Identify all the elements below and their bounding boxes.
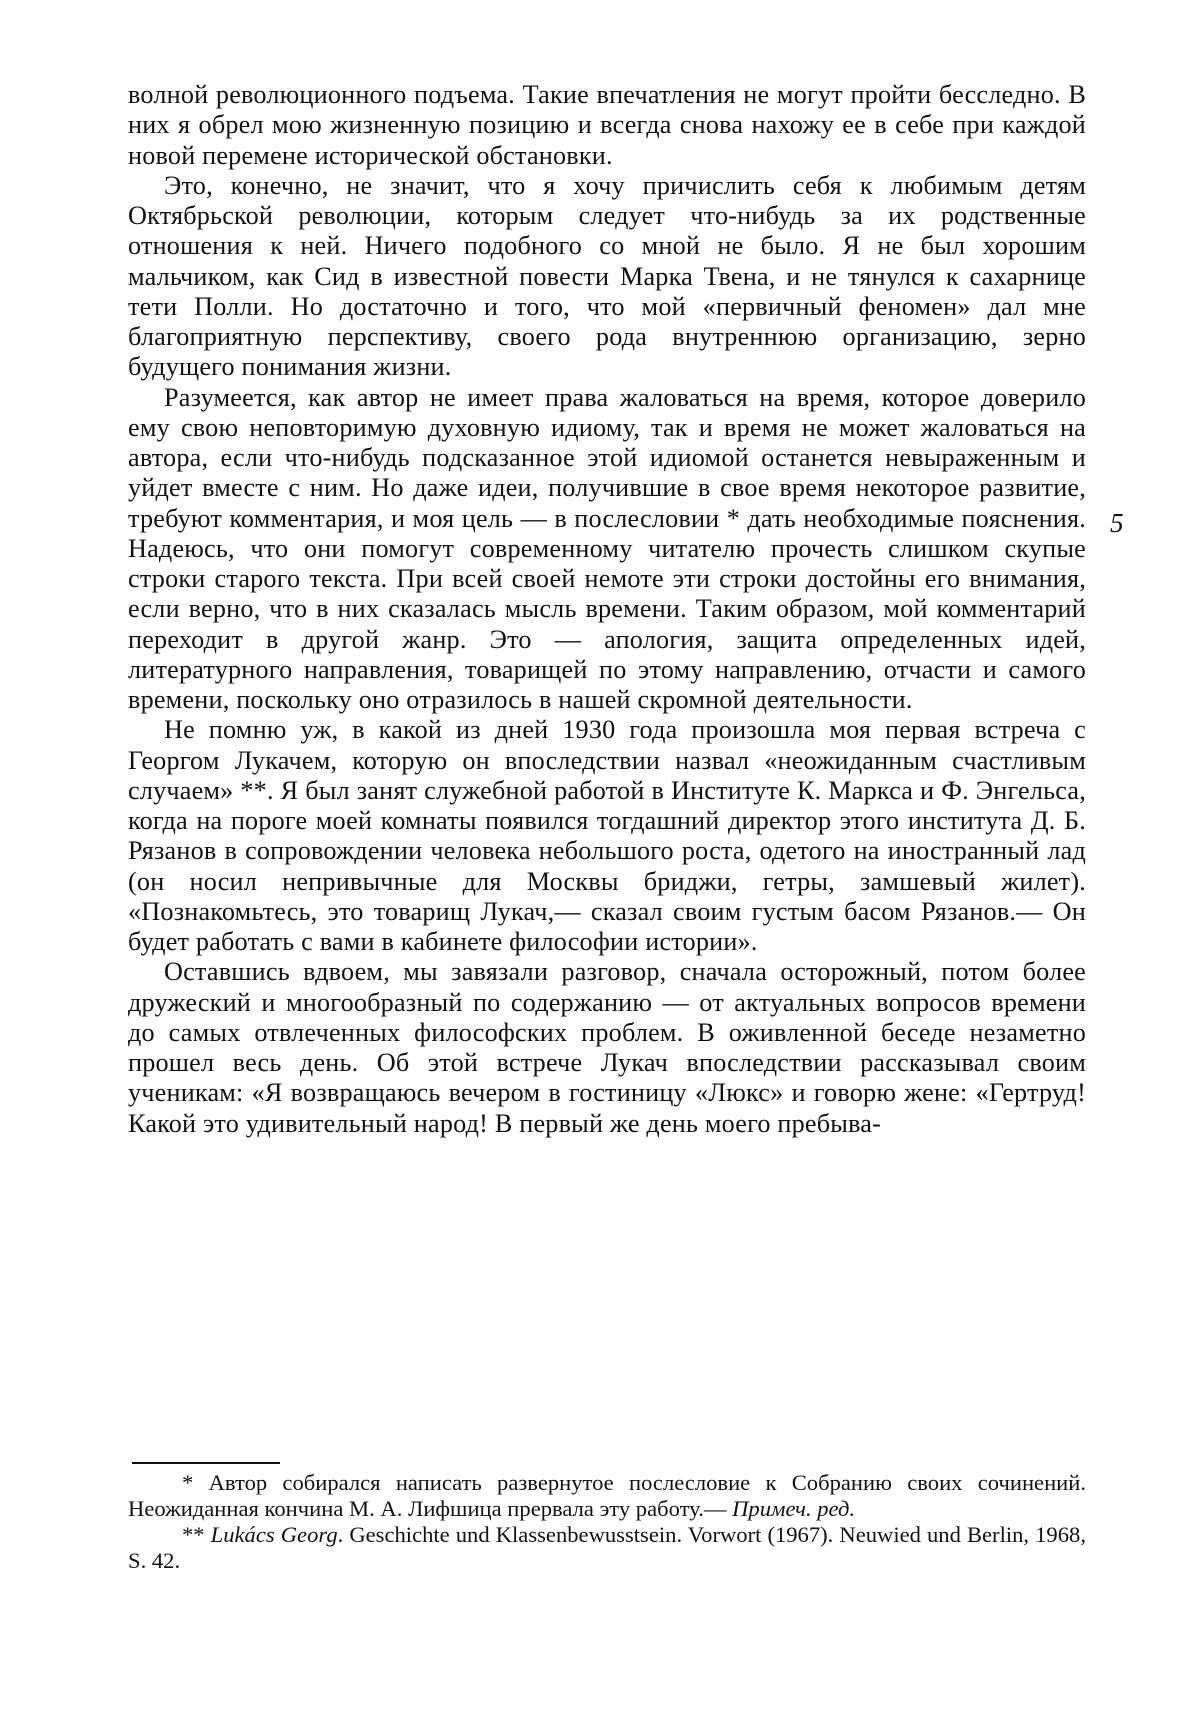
footnote-2-mark: ** [182,1522,211,1547]
footnote-2-author: Lukács Georg [210,1522,338,1547]
paragraph-1: волной революционного подъема. Такие впечатления не могут пройти бесследно. В них я обрел мою жизненную позицию и всегда снова нахожу ее в себе при каждой новой перемене исторической обстановки. [128,80,1086,170]
paragraph-4: Не помню уж, в какой из дней 1930 года произошла моя первая встреча с Георгом Лукачем, которую он впоследствии назвал «неожиданным счастливым случаем» **. Я был занят служебной работой в Институте К. Маркса и Ф. Энгельса, когда на пороге моей комнаты появился тогдашний директор этого института Д. Б. Рязанов в сопровождении человека небольшого роста, одетого на иностранный лад (он носил непривычные для Москвы бриджи, гетры, замшевый жилет). «Познакомьтесь, это товарищ Лукач,— сказал своим густым басом Рязанов.— Он будет работать с вами в кабинете философии истории». [128,715,1086,956]
footnote-1-text: * Автор собирался написать развернутое послесловие к Собранию своих сочинений. Неожиданная кончина М. А. Лифшица прервала эту работу.— [128,1470,1086,1521]
main-text [128,80,1086,1139]
paragraph-3: Разумеется, как автор не имеет права жаловаться на время, которое доверило ему свою неповторимую духовную идиому, так и время не может жаловаться на автора, если что-нибудь подсказанное этой идиомой останется невыраженным и уйдет вместе с ним. Но даже идеи, получившие в свое время некоторое развитие, требуют комментария, и моя цель — в послесловии * дать необходимые пояснения. Надеюсь, что они помогут современному читателю прочесть слишком скупые строки старого текста. При всей своей немоте эти строки достойны его внимания, если верно, что в них сказалась мысль времени. Таким образом, мой комментарий переходит в другой жанр. Это — апология, защита определенных идей, литературного направления, товарищей по этому направлению, отчасти и самого времени, поскольку оно отразилось в нашей скромной деятельности. [128,382,1086,714]
paragraph-2: Это, конечно, не значит, что я хочу причислить себя к любимым детям Октябрьской революции, которым следует что-нибудь за их родственные отношения к ней. Ничего подобного со мной не было. Я не был хорошим мальчиком, как Сид в известной повести Марка Твена, и не тянулся к сахарнице тети Полли. Но достаточно и того, что мой «первичный феномен» дал мне благоприятную перспективу, своего рода внутреннюю организацию, зерно будущего понимания жизни. [128,170,1086,382]
footnote-2 [128,1522,1086,1574]
footnote-1-label: Примеч. ред. [732,1496,856,1521]
footnote-2-text: . Geschichte und Klassenbewusstsein. Vorwort (1967). Neuwied und Berlin, 1968, S. 42. [128,1522,1086,1573]
footnote-rule [132,1462,280,1464]
paragraph-5: Оставшись вдвоем, мы завязали разговор, сначала осторожный, потом более дружеский и многообразный по содержанию — от актуальных вопросов времени до самых отвлеченных философских проблем. В оживленной беседе незаметно прошел весь день. Об этой встрече Лукач впоследствии рассказывал своим ученикам: «Я возвращаюсь вечером в гостиницу «Люкс» и говорю жене: «Гертруд! Какой это удивительный народ! В первый же день моего пребыва- [128,957,1086,1138]
margin-page-number: 5 [1110,508,1124,538]
footnotes [128,1470,1086,1574]
footnote-1 [128,1470,1086,1522]
